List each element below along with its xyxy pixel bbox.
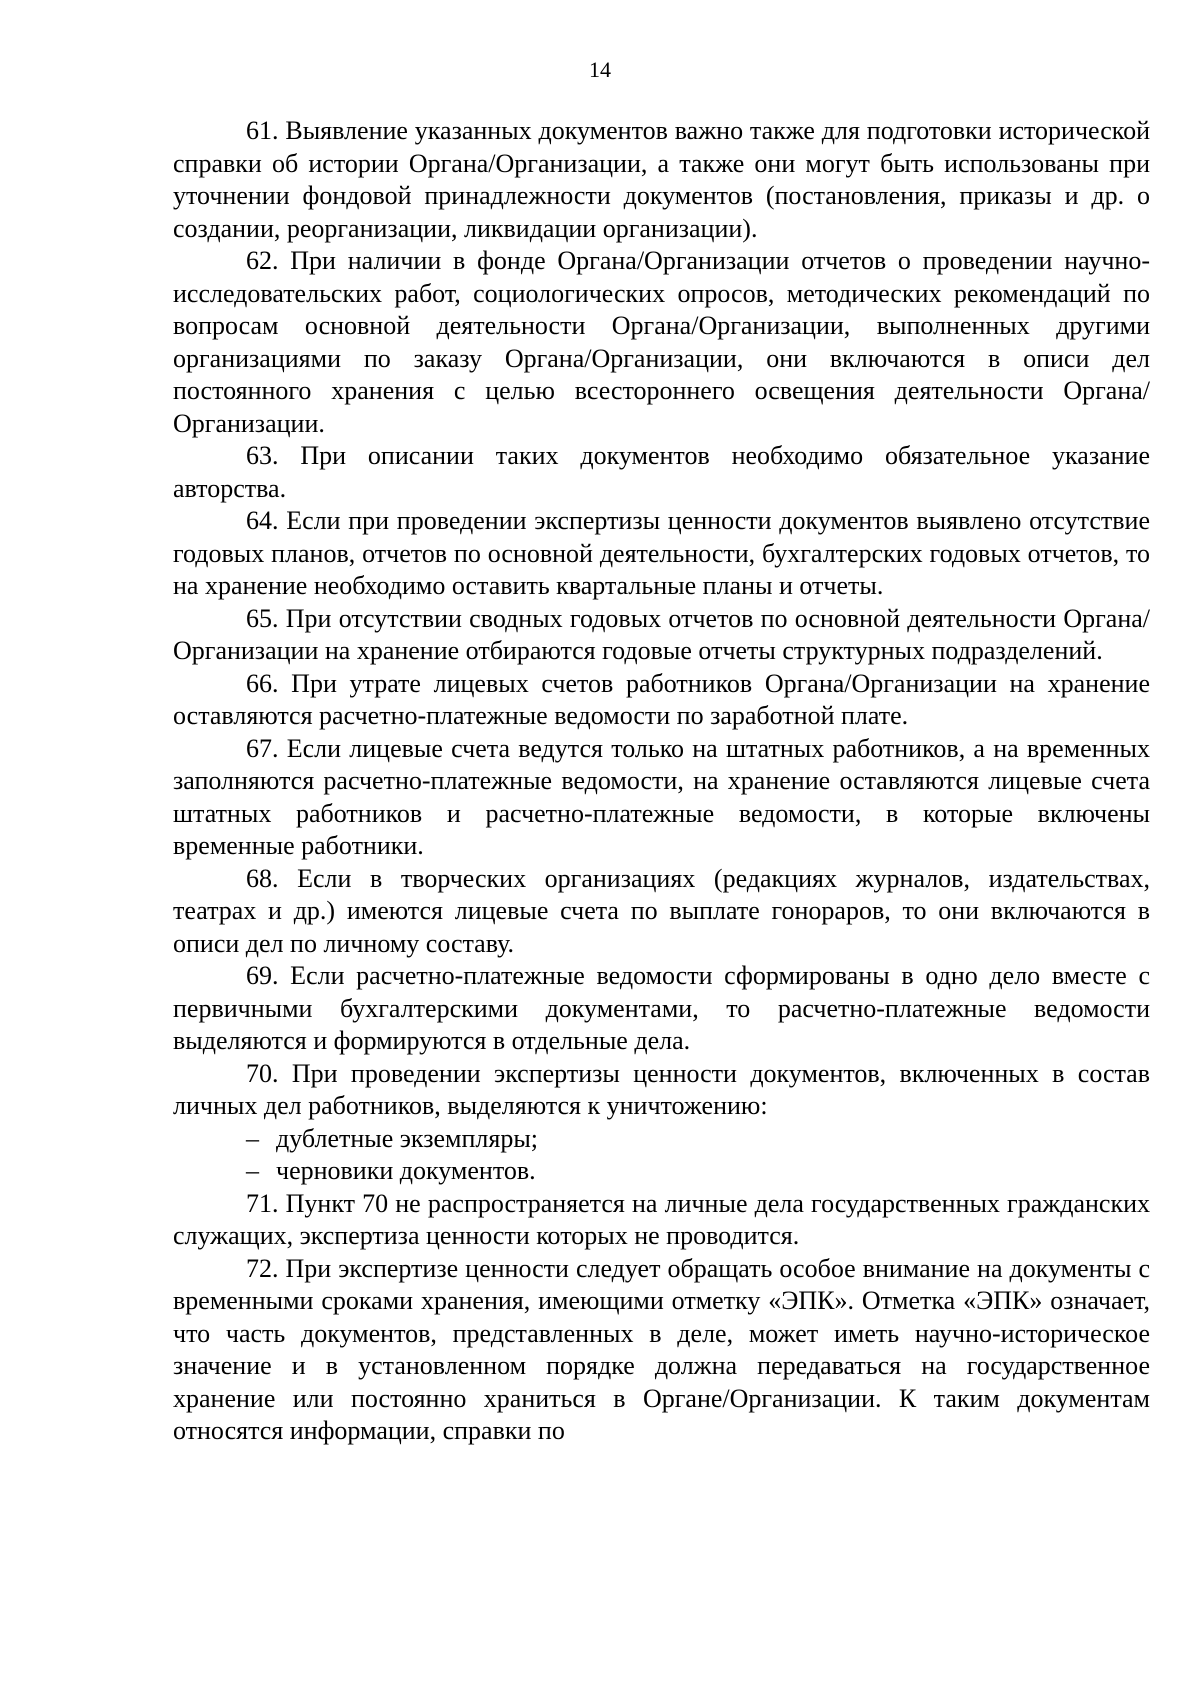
list-dash: –: [246, 1156, 259, 1185]
paragraph-68: 68. Если в творческих организациях (редакциях журналов, издательствах, театрах и др.) имеются лицевые счета по выплате гонораров, то они включаются в описи дел по личному составу.: [173, 863, 1150, 958]
paragraph-71: 71. Пункт 70 не распространяется на личные дела государственных гражданских служащих, экспертиза ценности которых не проводится.: [173, 1188, 1150, 1250]
paragraph-69: 69. Если расчетно-платежные ведомости сформированы в одно дело вместе с первичными бухгалтерскими документами, то расчетно-платежные ведомости выделяются и формируются в отдельные дела.: [173, 961, 1150, 1055]
paragraph-62: 62. При наличии в фонде Органа/Организации отчетов о проведении научно-исследовательских работ, социологических опросов, методических рекомендаций по вопросам основной деятельности Органа/Организации, выполненных другими организациями по заказу Органа/Организации, они включаются в описи дел постоянного хранения с целью всестороннего освещения деятельности Органа/Организации.: [173, 246, 1150, 438]
paragraph-70: 70. При проведении экспертизы ценности документов, включенных в состав личных дел работников, выделяются к уничтожению:: [173, 1058, 1150, 1120]
page-number: 14: [589, 57, 611, 82]
list-item-text: черновики документов.: [276, 1156, 536, 1185]
list-dash: –: [246, 1123, 259, 1153]
paragraph-66: 66. При утрате лицевых счетов работников Органа/Организации на хранение оставляются расчетно-платежные ведомости по заработной плате.: [173, 668, 1150, 730]
list-item: [173, 1123, 1150, 1156]
list-item: [173, 1155, 1150, 1188]
list-item-text: дублетные экземпляры;: [276, 1123, 539, 1153]
paragraph-64: 64. Если при проведении экспертизы ценности документов выявлено отсутствие годовых планов, отчетов по основной деятельности, бухгалтерских годовых отчетов, то на хранение необходимо оставить квартальные планы и отчеты.: [173, 506, 1150, 600]
paragraph-63: 63. При описании таких документов необходимо обязательное указание авторства.: [173, 441, 1150, 503]
document-body: [173, 115, 1150, 1448]
paragraph-72: 72. При экспертизе ценности следует обращать особое внимание на документы с временными сроками хранения, имеющими отметку «ЭПК». Отметка «ЭПК» означает, что часть документов, представленных в деле, может иметь научно-историческое значение и в установленном порядке должна передаваться на государственное хранение или постоянно храниться в Органе/Организации. К таким документам относятся информации, справки по: [173, 1253, 1150, 1445]
paragraph-65: 65. При отсутствии сводных годовых отчетов по основной деятельности Органа/Организации на хранение отбираются годовые отчеты структурных подразделений.: [173, 603, 1150, 665]
paragraph-67: 67. Если лицевые счета ведутся только на штатных работников, а на временных заполняются расчетно-платежные ведомости, на хранение оставляются лицевые счета штатных работников и расчетно-платежные ведомости, в которые включены временные работники.: [173, 733, 1150, 860]
paragraph-61: 61. Выявление указанных документов важно также для подготовки исторической справки об истории Органа/Организации, а также они могут быть использованы при уточнении фондовой принадлежности документов (постановления, приказы и др. о создании, реорганизации, ликвидации организации).: [173, 116, 1150, 243]
